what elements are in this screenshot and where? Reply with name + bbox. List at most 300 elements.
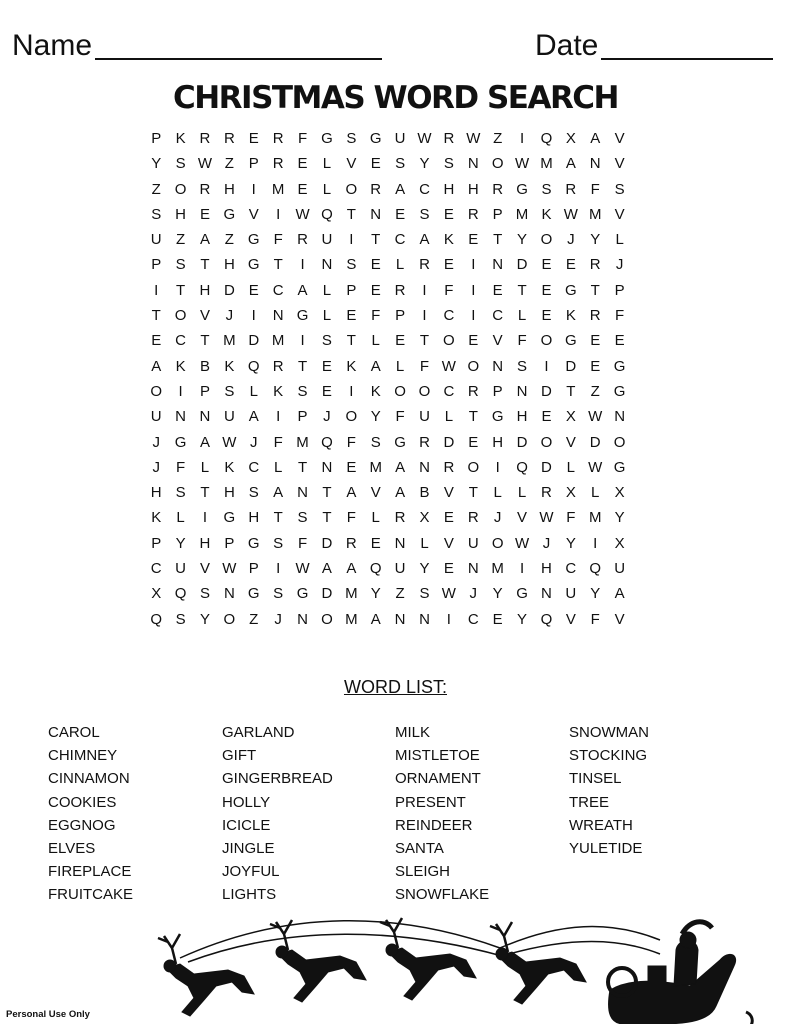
grid-letter[interactable]: K xyxy=(273,382,284,400)
grid-letter[interactable]: A xyxy=(565,155,576,173)
grid-letter[interactable]: K xyxy=(346,357,357,375)
grid-letter[interactable]: G xyxy=(613,458,626,476)
grid-letter[interactable]: O xyxy=(540,433,553,451)
grid-letter[interactable]: E xyxy=(541,256,552,274)
grid-letter[interactable]: R xyxy=(394,509,406,527)
grid-letter[interactable]: A xyxy=(321,560,332,578)
grid-letter[interactable]: M xyxy=(369,458,382,476)
grid-letter[interactable]: N xyxy=(516,382,528,400)
grid-letter[interactable]: P xyxy=(151,130,162,147)
grid-letter[interactable]: F xyxy=(395,408,405,426)
grid-letter[interactable]: R xyxy=(541,484,552,502)
grid-letter[interactable]: L xyxy=(371,332,380,350)
grid-letter[interactable]: Q xyxy=(321,205,333,223)
grid-letter[interactable]: D xyxy=(443,433,455,451)
grid-letter[interactable]: G xyxy=(247,256,260,274)
grid-letter[interactable]: B xyxy=(199,357,210,375)
grid-letter[interactable]: M xyxy=(491,560,504,578)
grid-letter[interactable]: Y xyxy=(370,408,381,426)
grid-letter[interactable]: E xyxy=(321,357,332,375)
grid-letter[interactable]: U xyxy=(467,534,479,552)
grid-letter[interactable]: X xyxy=(614,484,625,502)
grid-letter[interactable]: T xyxy=(273,509,283,527)
date-field[interactable] xyxy=(601,58,773,60)
grid-letter[interactable]: G xyxy=(516,585,528,603)
grid-letter[interactable]: F xyxy=(590,180,600,198)
grid-letter[interactable]: S xyxy=(517,357,528,375)
grid-letter[interactable]: V xyxy=(443,484,454,502)
grid-letter[interactable]: H xyxy=(199,281,211,299)
grid-letter[interactable]: L xyxy=(322,281,332,299)
grid-letter[interactable]: S xyxy=(199,585,210,603)
grid-letter[interactable]: N xyxy=(321,256,333,274)
grid-letter[interactable]: W xyxy=(441,357,456,375)
grid-letter[interactable]: B xyxy=(419,484,430,502)
grid-letter[interactable]: E xyxy=(248,130,259,147)
grid-letter[interactable]: H xyxy=(443,180,455,198)
grid-letter[interactable]: T xyxy=(566,382,576,400)
grid-letter[interactable]: Q xyxy=(589,560,602,578)
grid-letter[interactable]: N xyxy=(199,408,211,426)
grid-letter[interactable]: N xyxy=(541,585,552,603)
grid-letter[interactable]: E xyxy=(370,534,381,552)
grid-letter[interactable]: E xyxy=(541,408,552,426)
grid-letter[interactable]: R xyxy=(467,509,479,527)
grid-letter[interactable]: V xyxy=(248,205,259,223)
grid-letter[interactable]: K xyxy=(541,205,552,223)
grid-letter[interactable]: T xyxy=(346,332,356,350)
grid-letter[interactable]: O xyxy=(491,534,504,552)
grid-letter[interactable]: R xyxy=(272,155,284,173)
grid-letter[interactable]: Z xyxy=(176,231,186,249)
grid-letter[interactable]: A xyxy=(346,484,357,502)
grid-letter[interactable]: I xyxy=(471,256,476,274)
grid-letter[interactable]: L xyxy=(395,357,405,375)
grid-letter[interactable]: E xyxy=(199,205,210,223)
grid-letter[interactable]: H xyxy=(467,180,479,198)
grid-letter[interactable]: K xyxy=(370,382,381,400)
grid-letter[interactable]: T xyxy=(151,307,161,325)
grid-letter[interactable]: O xyxy=(491,155,504,173)
grid-letter[interactable]: A xyxy=(248,408,259,426)
grid-letter[interactable]: N xyxy=(467,155,479,173)
grid-letter[interactable]: E xyxy=(443,509,454,527)
grid-letter[interactable]: T xyxy=(200,484,210,502)
grid-letter[interactable]: G xyxy=(247,585,260,603)
grid-letter[interactable]: C xyxy=(443,307,455,325)
grid-letter[interactable]: G xyxy=(296,307,309,325)
grid-letter[interactable]: O xyxy=(540,231,553,249)
grid-letter[interactable]: V xyxy=(565,610,576,628)
grid-letter[interactable]: P xyxy=(346,281,357,299)
grid-letter[interactable]: V xyxy=(614,155,625,173)
grid-letter[interactable]: T xyxy=(176,281,186,299)
grid-letter[interactable]: Y xyxy=(175,534,186,552)
grid-letter[interactable]: O xyxy=(174,307,187,325)
grid-letter[interactable]: L xyxy=(273,458,283,476)
grid-letter[interactable]: C xyxy=(248,458,260,476)
grid-letter[interactable]: O xyxy=(467,357,480,375)
grid-letter[interactable]: L xyxy=(322,155,332,173)
grid-letter[interactable]: I xyxy=(593,534,598,552)
grid-letter[interactable]: T xyxy=(371,231,381,249)
grid-letter[interactable]: W xyxy=(197,155,213,173)
grid-letter[interactable]: G xyxy=(565,332,577,350)
grid-letter[interactable]: E xyxy=(590,332,601,350)
grid-letter[interactable]: W xyxy=(222,433,237,451)
grid-letter[interactable]: F xyxy=(176,458,186,476)
grid-letter[interactable]: E xyxy=(468,433,479,451)
grid-letter[interactable]: X xyxy=(151,585,162,603)
grid-letter[interactable]: U xyxy=(150,408,162,426)
grid-letter[interactable]: D xyxy=(541,382,552,400)
grid-letter[interactable]: A xyxy=(151,357,162,375)
grid-letter[interactable]: C xyxy=(467,610,479,628)
grid-letter[interactable]: G xyxy=(394,433,406,451)
grid-letter[interactable]: N xyxy=(419,610,430,628)
grid-letter[interactable]: R xyxy=(272,130,284,147)
grid-letter[interactable]: I xyxy=(446,610,451,628)
grid-letter[interactable]: S xyxy=(614,180,625,198)
grid-letter[interactable]: Z xyxy=(493,130,503,147)
grid-letter[interactable]: N xyxy=(394,610,406,628)
grid-letter[interactable]: G xyxy=(565,281,577,299)
grid-letter[interactable]: E xyxy=(346,307,357,325)
grid-letter[interactable]: Y xyxy=(199,610,210,628)
grid-letter[interactable]: R xyxy=(272,357,284,375)
grid-letter[interactable]: L xyxy=(444,408,454,426)
grid-letter[interactable]: K xyxy=(565,307,576,325)
grid-letter[interactable]: Q xyxy=(540,610,553,628)
grid-letter[interactable]: E xyxy=(248,281,259,299)
grid-letter[interactable]: I xyxy=(471,281,476,299)
grid-letter[interactable]: A xyxy=(419,231,430,249)
grid-letter[interactable]: U xyxy=(614,560,626,578)
grid-letter[interactable]: F xyxy=(297,130,308,147)
grid-letter[interactable]: C xyxy=(443,382,455,400)
grid-letter[interactable]: E xyxy=(321,382,332,400)
grid-letter[interactable]: J xyxy=(225,307,234,325)
grid-letter[interactable]: I xyxy=(544,357,549,375)
grid-letter[interactable]: Y xyxy=(590,231,601,249)
grid-letter[interactable]: W xyxy=(295,560,310,578)
grid-letter[interactable]: U xyxy=(223,408,235,426)
grid-letter[interactable]: E xyxy=(370,281,381,299)
grid-letter[interactable]: M xyxy=(588,205,602,223)
grid-letter[interactable]: P xyxy=(199,382,210,400)
grid-letter[interactable]: M xyxy=(345,610,358,628)
grid-letter[interactable]: Z xyxy=(395,585,405,603)
grid-letter[interactable]: S xyxy=(321,332,332,350)
grid-letter[interactable]: F xyxy=(346,433,356,451)
grid-letter[interactable]: M xyxy=(515,205,529,223)
grid-letter[interactable]: W xyxy=(222,560,237,578)
grid-letter[interactable]: N xyxy=(394,534,406,552)
grid-letter[interactable]: I xyxy=(276,205,281,223)
grid-letter[interactable]: A xyxy=(273,484,284,502)
grid-letter[interactable]: E xyxy=(565,256,576,274)
grid-letter[interactable]: V xyxy=(517,509,528,527)
grid-letter[interactable]: C xyxy=(419,180,430,198)
grid-letter[interactable]: T xyxy=(297,458,308,476)
grid-letter[interactable]: U xyxy=(419,408,430,426)
grid-letter[interactable]: T xyxy=(346,205,356,223)
grid-letter[interactable]: W xyxy=(441,585,456,603)
grid-letter[interactable]: F xyxy=(444,281,454,299)
grid-letter[interactable]: L xyxy=(493,484,502,502)
grid-letter[interactable]: L xyxy=(591,484,600,502)
grid-letter[interactable]: I xyxy=(300,256,305,274)
grid-letter[interactable]: W xyxy=(514,534,530,552)
grid-letter[interactable]: J xyxy=(250,433,258,451)
grid-letter[interactable]: S xyxy=(419,205,430,223)
grid-letter[interactable]: E xyxy=(443,205,454,223)
grid-letter[interactable]: G xyxy=(247,534,260,552)
grid-letter[interactable]: G xyxy=(369,130,382,147)
grid-letter[interactable]: G xyxy=(174,433,187,451)
grid-letter[interactable]: R xyxy=(443,130,455,147)
grid-letter[interactable]: N xyxy=(370,205,382,223)
grid-letter[interactable]: O xyxy=(467,458,480,476)
grid-letter[interactable]: N xyxy=(467,560,479,578)
grid-letter[interactable]: U xyxy=(565,585,577,603)
grid-letter[interactable]: I xyxy=(154,281,159,299)
grid-letter[interactable]: N xyxy=(272,307,284,325)
grid-letter[interactable]: F xyxy=(273,433,283,451)
grid-letter[interactable]: K xyxy=(224,357,235,375)
grid-letter[interactable]: A xyxy=(395,458,406,476)
grid-letter[interactable]: Y xyxy=(419,155,430,173)
grid-letter[interactable]: Y xyxy=(151,155,162,173)
grid-letter[interactable]: S xyxy=(346,130,357,147)
grid-letter[interactable]: L xyxy=(249,382,258,400)
grid-letter[interactable]: Y xyxy=(370,585,381,603)
grid-letter[interactable]: R xyxy=(443,458,455,476)
grid-letter[interactable]: O xyxy=(223,610,236,628)
grid-letter[interactable]: U xyxy=(175,560,186,578)
grid-letter[interactable]: L xyxy=(517,307,527,325)
grid-letter[interactable]: W xyxy=(295,205,310,223)
grid-letter[interactable]: G xyxy=(491,408,504,426)
grid-letter[interactable]: L xyxy=(615,231,624,249)
grid-letter[interactable]: N xyxy=(419,458,430,476)
grid-letter[interactable]: E xyxy=(443,256,454,274)
grid-letter[interactable]: Z xyxy=(590,382,600,400)
grid-letter[interactable]: H xyxy=(492,433,504,451)
grid-letter[interactable]: M xyxy=(588,509,602,527)
grid-letter[interactable]: E xyxy=(297,155,308,173)
grid-letter[interactable]: G xyxy=(247,231,260,249)
grid-letter[interactable]: P xyxy=(151,534,162,552)
grid-letter[interactable]: L xyxy=(371,509,380,527)
grid-letter[interactable]: Y xyxy=(517,610,528,628)
grid-letter[interactable]: D xyxy=(223,281,235,299)
grid-letter[interactable]: U xyxy=(150,231,162,249)
grid-letter[interactable]: F xyxy=(590,610,600,628)
grid-letter[interactable]: T xyxy=(297,357,308,375)
grid-letter[interactable]: T xyxy=(322,484,332,502)
grid-letter[interactable]: F xyxy=(297,534,308,552)
grid-letter[interactable]: H xyxy=(248,509,260,527)
grid-letter[interactable]: S xyxy=(419,585,430,603)
grid-letter[interactable]: S xyxy=(395,155,406,173)
grid-letter[interactable]: K xyxy=(224,458,235,476)
grid-letter[interactable]: S xyxy=(297,509,308,527)
grid-letter[interactable]: C xyxy=(150,560,162,578)
grid-letter[interactable]: T xyxy=(468,484,478,502)
grid-letter[interactable]: R xyxy=(199,130,211,147)
grid-letter[interactable]: W xyxy=(563,205,578,223)
grid-letter[interactable]: L xyxy=(566,458,575,476)
grid-letter[interactable]: X xyxy=(565,484,576,502)
grid-letter[interactable]: K xyxy=(151,509,162,527)
grid-letter[interactable]: M xyxy=(223,332,236,350)
grid-letter[interactable]: S xyxy=(175,610,186,628)
grid-letter[interactable]: D xyxy=(321,585,333,603)
grid-letter[interactable]: A xyxy=(346,560,357,578)
grid-letter[interactable]: P xyxy=(395,307,406,325)
grid-letter[interactable]: Q xyxy=(369,560,382,578)
grid-letter[interactable]: W xyxy=(466,130,481,147)
grid-letter[interactable]: I xyxy=(349,382,354,400)
grid-letter[interactable]: J xyxy=(152,433,160,451)
grid-letter[interactable]: Q xyxy=(516,458,528,476)
grid-letter[interactable]: Z xyxy=(224,155,234,173)
grid-letter[interactable]: M xyxy=(271,332,285,350)
grid-letter[interactable]: D xyxy=(516,433,528,451)
grid-letter[interactable]: O xyxy=(540,332,553,350)
grid-letter[interactable]: I xyxy=(178,382,183,400)
grid-letter[interactable]: V xyxy=(614,205,625,223)
grid-letter[interactable]: U xyxy=(394,130,406,147)
grid-letter[interactable]: L xyxy=(395,256,405,274)
grid-letter[interactable]: T xyxy=(419,332,430,350)
grid-letter[interactable]: E xyxy=(297,180,308,198)
grid-letter[interactable]: K xyxy=(443,231,454,249)
grid-letter[interactable]: V xyxy=(614,610,625,628)
grid-letter[interactable]: S xyxy=(175,155,186,173)
grid-letter[interactable]: A xyxy=(199,433,210,451)
grid-letter[interactable]: S xyxy=(273,534,284,552)
grid-letter[interactable]: T xyxy=(273,256,283,274)
grid-letter[interactable]: A xyxy=(590,130,601,147)
grid-letter[interactable]: V xyxy=(370,484,381,502)
grid-letter[interactable]: N xyxy=(297,484,308,502)
grid-letter[interactable]: P xyxy=(492,382,503,400)
grid-letter[interactable]: I xyxy=(276,560,281,578)
grid-letter[interactable]: U xyxy=(394,560,406,578)
grid-letter[interactable]: R xyxy=(297,231,308,249)
grid-letter[interactable]: Y xyxy=(419,560,430,578)
grid-letter[interactable]: I xyxy=(202,509,208,527)
grid-letter[interactable]: Z xyxy=(249,610,259,628)
grid-letter[interactable]: E xyxy=(541,281,552,299)
grid-letter[interactable]: Y xyxy=(614,509,625,527)
grid-letter[interactable]: S xyxy=(224,382,235,400)
grid-letter[interactable]: K xyxy=(175,357,186,375)
grid-letter[interactable]: L xyxy=(176,509,185,527)
grid-letter[interactable]: R xyxy=(589,256,601,274)
grid-letter[interactable]: H xyxy=(541,560,552,578)
grid-letter[interactable]: P xyxy=(224,534,235,552)
grid-letter[interactable]: E xyxy=(541,307,552,325)
grid-letter[interactable]: T xyxy=(590,281,600,299)
grid-letter[interactable]: J xyxy=(567,231,575,249)
grid-letter[interactable]: T xyxy=(517,281,527,299)
grid-letter[interactable]: H xyxy=(223,484,235,502)
grid-letter[interactable]: R xyxy=(419,433,430,451)
grid-letter[interactable]: I xyxy=(471,307,476,325)
grid-letter[interactable]: D xyxy=(541,458,552,476)
grid-letter[interactable]: I xyxy=(300,332,305,350)
grid-letter[interactable]: V xyxy=(199,560,210,578)
grid-letter[interactable]: U xyxy=(321,231,333,249)
grid-letter[interactable]: E xyxy=(590,357,601,375)
grid-letter[interactable]: E xyxy=(443,560,454,578)
grid-letter[interactable]: I xyxy=(251,180,256,198)
grid-letter[interactable]: D xyxy=(248,332,260,350)
grid-letter[interactable]: A xyxy=(395,484,406,502)
grid-letter[interactable]: F xyxy=(273,231,283,249)
grid-letter[interactable]: J xyxy=(274,610,282,628)
grid-letter[interactable]: R xyxy=(565,180,577,198)
grid-letter[interactable]: L xyxy=(420,534,429,552)
grid-letter[interactable]: E xyxy=(370,155,381,173)
grid-letter[interactable]: M xyxy=(271,180,285,198)
grid-letter[interactable]: W xyxy=(514,155,530,173)
grid-letter[interactable]: E xyxy=(492,610,503,628)
grid-letter[interactable]: Y xyxy=(565,534,576,552)
grid-letter[interactable]: T xyxy=(200,256,210,274)
grid-letter[interactable]: Z xyxy=(151,180,161,198)
grid-letter[interactable]: M xyxy=(345,585,358,603)
grid-letter[interactable]: Z xyxy=(224,231,234,249)
grid-letter[interactable]: W xyxy=(588,408,603,426)
grid-letter[interactable]: G xyxy=(613,382,626,400)
grid-letter[interactable]: R xyxy=(199,180,211,198)
grid-letter[interactable]: I xyxy=(276,408,281,426)
grid-letter[interactable]: E xyxy=(395,332,406,350)
grid-letter[interactable]: T xyxy=(493,231,503,249)
grid-letter[interactable]: Y xyxy=(517,231,528,249)
grid-letter[interactable]: C xyxy=(492,307,504,325)
grid-letter[interactable]: A xyxy=(297,281,308,299)
grid-letter[interactable]: J xyxy=(152,458,160,476)
grid-letter[interactable]: O xyxy=(345,408,358,426)
grid-letter[interactable]: J xyxy=(493,509,502,527)
grid-letter[interactable]: R xyxy=(419,256,430,274)
grid-letter[interactable]: R xyxy=(467,382,479,400)
grid-letter[interactable]: J xyxy=(469,585,478,603)
grid-letter[interactable]: C xyxy=(565,560,577,578)
grid-letter[interactable]: F xyxy=(615,307,625,325)
grid-letter[interactable]: N xyxy=(223,585,235,603)
grid-letter[interactable]: H xyxy=(223,256,235,274)
grid-letter[interactable]: F xyxy=(517,332,527,350)
grid-letter[interactable]: J xyxy=(323,408,331,426)
grid-letter[interactable]: D xyxy=(516,256,528,274)
grid-letter[interactable]: N xyxy=(297,610,308,628)
grid-letter[interactable]: S xyxy=(370,433,381,451)
grid-letter[interactable]: Y xyxy=(492,585,503,603)
grid-letter[interactable]: L xyxy=(200,458,210,476)
grid-letter[interactable]: O xyxy=(443,332,455,350)
grid-letter[interactable]: R xyxy=(394,281,406,299)
grid-letter[interactable]: I xyxy=(349,231,354,249)
grid-letter[interactable]: W xyxy=(417,130,432,147)
grid-letter[interactable]: W xyxy=(588,458,603,476)
letter-grid[interactable] xyxy=(144,126,632,632)
